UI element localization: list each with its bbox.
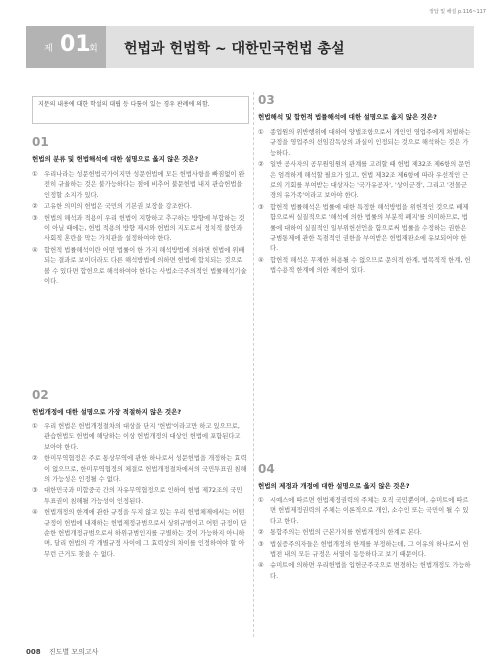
page-title: 헌법과 헌법학 ~ 대한민국헌법 총설 <box>124 41 345 57</box>
question-number: 01 <box>32 135 49 149</box>
option-item[interactable]: ③ 합헌적 법률해석은 법률에 대한 특정한 해석방법을 위헌적인 것으로 배제함으로써 실질적으로 '해석에 의한 법률의 부분적 폐지'를 의미하므로, 법률에 대하여 실질적인 일부위헌선언을 함으로써 법률을 수정하는 권한은 규범통제에 관한 독점적인 권한을 부여받은 헌법재판소에 유보되어야 한다. <box>258 203 469 253</box>
instruction-note: 지문의 내용에 대한 학설의 대립 등 다툼이 있는 경우 판례에 의함. <box>32 96 249 124</box>
page-footer <box>26 647 98 657</box>
option-list <box>258 496 473 583</box>
question-text: 헌법의 제정과 개정에 대한 설명으로 옳지 않은 것은? <box>258 482 410 490</box>
option-item[interactable]: ② 한미무역협정은 주로 통상무역에 관한 하나로서 성문헌법을 개정하는 효력이 없으므로, 한미무역협정의 체결로 헌법개정절차에서의 국민투표권 침해의 가능성은 인정될 수 없다. <box>32 455 247 484</box>
question-text: 헌법해석 및 합헌적 법률해석에 대한 설명으로 옳지 않은 것은? <box>258 113 437 121</box>
round-prefix: 제 <box>44 44 53 54</box>
answer-reference: 정답 및 해설 p.116~117 <box>429 9 486 15</box>
option-item[interactable]: ② 일반 공사자의 공무원임원의 관계를 고려할 때 헌법 제32조 제6항의 문언은 엄격하게 해석할 필요가 있고, 헌법 제32조 제6항에 따라 우선적인 근로의 기회를 부여받는 대상자는 '국가유공자', '상이군경', 그리고 '전몰군경의 유가족'이라고 보아야 한다. <box>258 161 471 200</box>
round-number: 01 <box>60 32 91 57</box>
option-item[interactable]: ③ 법실증주의자들은 헌법개정의 한계를 부정하는데, 그 이유의 하나로서 헌법전 내의 모든 규정은 서열이 동등하다고 보기 때문이다. <box>258 540 469 559</box>
option-item[interactable]: ④ 합헌적 해석은 무제한 허용될 수 없으므로 문의적 한계, 법목적적 한계, 헌법수용적 한계에 의한 제한이 있다. <box>258 256 471 275</box>
option-item[interactable]: ① 시예스에 따르면 헌법제정권력의 주체는 오직 국민뿐이며, 슈미트에 따르면 헌법제정권력의 주체는 이론적으로 개인, 소수인 또는 국민이 될 수 있다고 한다. <box>258 497 469 525</box>
round-header <box>26 26 474 68</box>
column-divider <box>253 92 254 637</box>
round-badge <box>26 26 106 68</box>
option-item[interactable]: ① 종업원의 위반행위에 대하여 양벌조항으로서 개인인 영업주에게 처벌하는 규정을 영업주의 선임감독상의 과실이 인정되는 것으로 해석하는 것은 가능하다. <box>258 129 471 157</box>
option-item[interactable]: ④ 합헌적 법률해석이란 어떤 법률이 한 가지 해석방법에 의하면 헌법에 위배되는 결과로 보이더라도 다른 해석방법에 의하면 헌법에 합치되는 것으로 볼 수 있다면 합헌으로 해석하여야 한다는 사법소극주의적인 법률해석기술이다. <box>32 246 247 286</box>
option-item[interactable]: ① 우리 헌법은 헌법개정절차의 대상을 단지 '헌법'이라고만 하고 있으므로, 관습헌법도 헌법에 해당하는 이상 헌법개정의 대상인 헌법에 포함된다고 보아야 한다. <box>32 423 241 451</box>
question-text: 헌법개정에 대한 설명으로 가장 적절하지 않은 것은? <box>32 408 182 416</box>
option-item[interactable]: ① 우리나라는 성문헌법국가이지만 성문헌법에 모든 헌법사항을 빠짐없이 완전히 규율하는 것은 불가능하다는 점에 비추어 불문헌법 내지 관습헌법을 인정할 소지가 있다. <box>32 171 245 199</box>
option-list <box>32 170 247 288</box>
page-number: 008 <box>26 648 41 656</box>
option-list <box>258 128 473 278</box>
question-text: 헌법의 분류 및 헌법해석에 대한 설명으로 옳지 않은 것은? <box>32 155 199 163</box>
question-number: 02 <box>32 388 49 402</box>
round-suffix: 회 <box>89 44 98 54</box>
option-item[interactable]: ④ 슈미트에 의하면 우리헌법을 입헌군주국으로 변경하는 헌법개정도 가능하다. <box>258 562 471 580</box>
option-item[interactable]: ② 고유한 의미의 헌법은 국민의 기본권 보장을 강조한다. <box>32 203 192 211</box>
book-title: 진도별 모의고사 <box>48 648 99 656</box>
option-item[interactable]: ② 통합주의는 헌법의 근본가치를 헌법개정의 한계로 본다. <box>258 529 422 537</box>
option-item[interactable]: ④ 헌법개정의 한계에 관한 규정을 두지 않고 있는 우리 헌법체제에서는 어떤 규정이 헌법에 내재하는 헌법제정규범으로서 상위규범이고 어떤 규정이 단순한 헌법개정규범으로서 하위규범인지를 구별하는 것이 가능하지 아니하며, 달리 헌법의 각 개별규정 사이에 그 효력상의 차이를 인정하여야 할 아무런 근거도 찾을 수 없다. <box>32 509 247 558</box>
option-item[interactable]: ③ 대한민국과 미합중국 간의 자유무역협정으로 인하여 헌법 제72조의 국민투표권이 침해될 가능성이 인정된다. <box>32 487 243 505</box>
question-number: 03 <box>258 93 275 107</box>
question-number: 04 <box>258 462 275 476</box>
option-list <box>32 422 247 561</box>
option-item[interactable]: ③ 헌법의 해석과 적용이 우리 헌법이 지향하고 추구하는 방향에 부합하는 것이 아닐 때에는, 헌법 적용의 방향 제시와 헌법의 지도로서 정치적 불안과 사회적 혼란을 막는 가치관을 설정하여야 한다. <box>32 214 245 243</box>
